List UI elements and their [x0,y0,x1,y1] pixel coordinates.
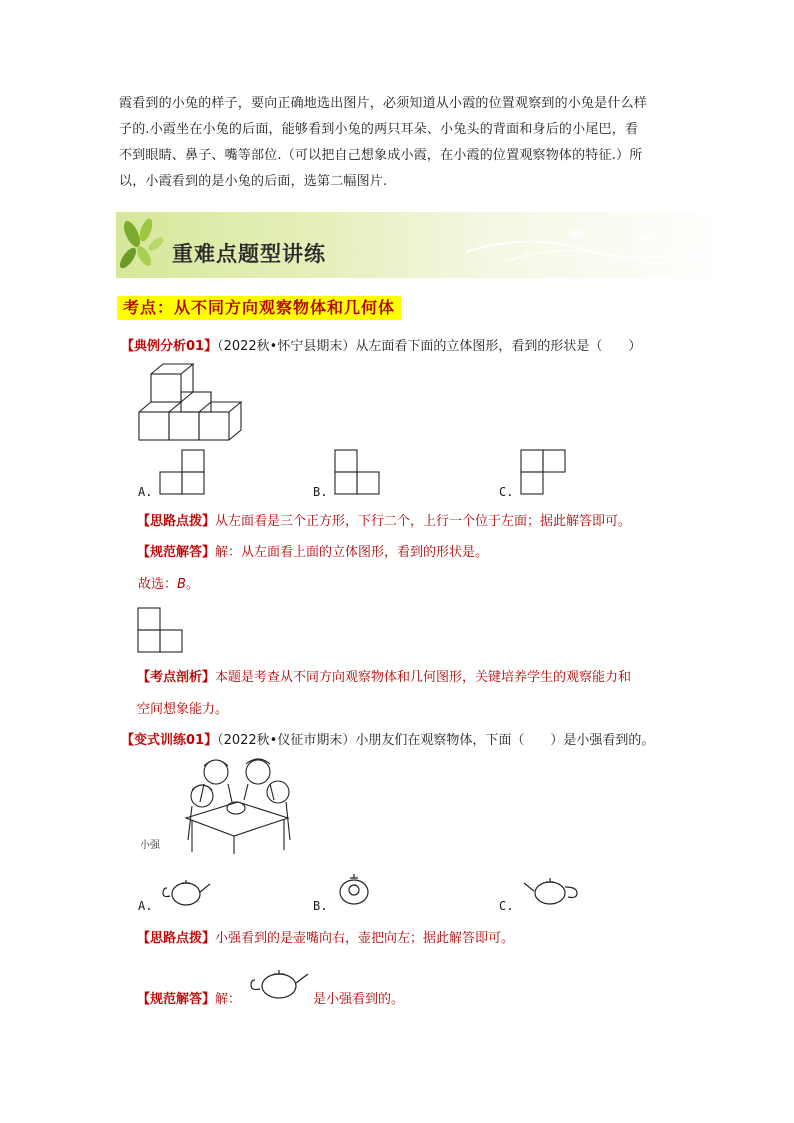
intro-line: 不到眼睛、鼻子、嘴等部位.（可以把自己想象成小霞，在小霞的位置观察物体的特征.）所 [119,148,643,163]
option-a-shape[interactable] [160,449,206,495]
vine-decoration-icon [466,212,726,278]
choice-suffix: 。 [185,577,199,592]
example-hint [137,512,631,532]
choice-value: B [177,577,186,592]
topic-heading: 考点：从不同方向观察物体和几何体 [117,296,401,320]
banner-title: 重难点题型讲练 [172,242,326,266]
variant-answer-tag: 【规范解答】 [137,992,216,1007]
option-b-label[interactable]: B. [313,485,328,499]
answer-text: 从左面看上面的立体图形，看到的形状是。 [241,545,489,560]
intro-paragraph [119,91,689,195]
example-analysis [137,668,631,688]
teapot-c-icon[interactable] [522,873,580,907]
variant-answer-text: 是小强看到的。 [313,992,405,1007]
example-choice [138,575,199,595]
variant-hint-tag: 【思路点拨】 [137,931,216,946]
analysis-line-2: 空间想象能力。 [137,702,229,717]
option-b-shape[interactable] [335,449,381,495]
variant-question [121,731,654,751]
cube-solid-figure [137,362,247,442]
variant-option-c-label[interactable]: C. [499,899,514,913]
hint-text: 从左面看是三个正方形，下行二个，上行一个位于左面；据此解答即可。 [215,514,632,529]
variant-option-b-label[interactable]: B. [313,899,328,913]
intro-line: 以，小霞看到的是小兔的后面，选第二幅图片. [119,174,388,189]
analysis-tag: 【考点剖析】 [137,670,216,685]
teapot-a-icon[interactable] [162,876,212,908]
answer-prefix: 解： [215,545,242,560]
hint-tag: 【思路点拨】 [137,514,216,529]
variant-hint [137,929,514,949]
choice-prefix: 故选： [138,577,178,592]
variant-tag: 【变式训练01】 [121,733,218,748]
variant-hint-text: 小强看到的是壶嘴向右，壶把向左；据此解答即可。 [215,931,515,946]
analysis-line-1: 本题是考查从不同方向观察物体和几何图形，关键培养学生的观察能力和 [215,670,632,685]
answer-tag: 【规范解答】 [137,545,216,560]
variant-option-a-label[interactable]: A. [138,899,153,913]
teapot-b-icon[interactable] [334,870,374,906]
section-banner [116,212,728,278]
option-c-shape[interactable] [521,449,567,495]
example-tag: 【典例分析01】 [121,339,218,354]
variant-question-text: （2022秋•仪征市期末）小朋友们在观察物体，下面（ ）是小强看到的。 [217,733,655,748]
answer-teapot-icon [251,966,311,1002]
variant-answer [137,990,241,1010]
example-question-text: （2022秋•怀宁县期末）从左面看下面的立体图形，看到的形状是（ ） [217,339,642,354]
children-table-illustration [138,756,308,856]
example-answer [137,543,488,563]
variant-answer-prefix: 解： [215,992,242,1007]
answer-shape [138,607,184,653]
figure-label: 小强 [140,840,160,851]
leaf-decoration-icon [116,212,176,278]
intro-line: 子的.小霞坐在小兔的后面，能够看到小兔的两只耳朵、小兔头的背面和身后的小尾巴，看 [119,122,639,137]
option-c-label[interactable]: C. [499,485,514,499]
intro-line: 霞看到的小兔的样子，要向正确地选出图片，必须知道从小霞的位置观察到的小兔是什么样 [119,96,648,111]
option-a-label[interactable]: A. [138,485,153,499]
example-question [121,337,641,357]
